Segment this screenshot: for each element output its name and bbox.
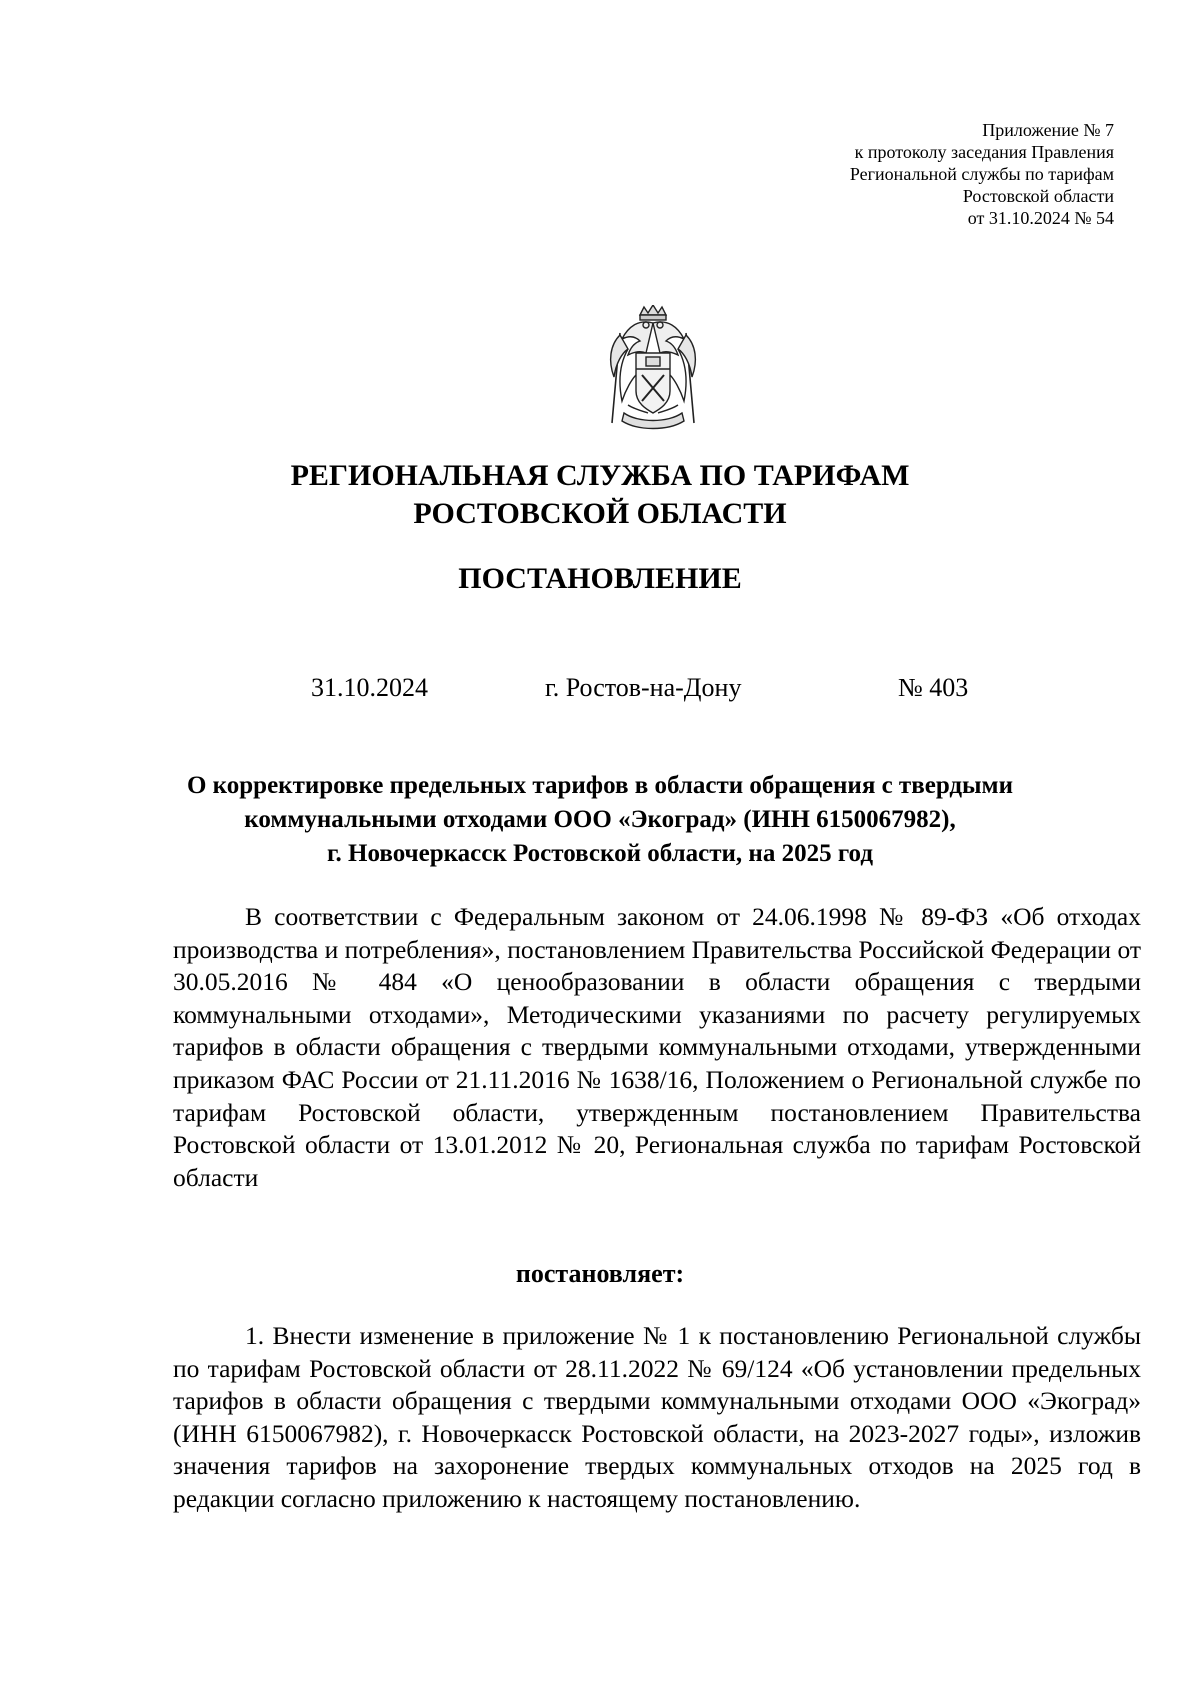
organization-title bbox=[0, 457, 1200, 533]
subject-line2: коммунальными отходами ООО «Экоград» (ИНН 6150067982), bbox=[244, 806, 956, 833]
document-number: № 403 bbox=[898, 673, 969, 702]
appendix-line: Региональной службы по тарифам bbox=[849, 164, 1114, 184]
organization-title-line1: РЕГИОНАЛЬНАЯ СЛУЖБА ПО ТАРИФАМ bbox=[290, 459, 910, 492]
document-city: г. Ростов-на-Дону bbox=[545, 673, 742, 702]
document-type: ПОСТАНОВЛЕНИЕ bbox=[458, 562, 742, 595]
document-date: 31.10.2024 bbox=[311, 673, 428, 702]
appendix-line: Ростовской области bbox=[962, 186, 1114, 206]
document-subject bbox=[150, 769, 1050, 871]
appendix-line: Приложение № 7 bbox=[982, 120, 1114, 140]
preamble-paragraph: В соответствии с Федеральным законом от 24.06.1998 № 89-ФЗ «Об отходах производства и потребления», постановлением Правительства Российской Федерации от 30.05.2016 № 484 «О ценообразовании в области обращения с твердыми коммунальными отходами», Методическими указаниями по расчету регулируемых тарифов в области обращения с твердыми коммунальными отходами, утвержденными приказом ФАС России от 21.11.2016 № 1638/16, Положением о Региональной службе по тарифам Ростовской области, утвержденным постановлением Правительства Ростовской области от 13.01.2012 № 20, Региональная служба по тарифам Ростовской области bbox=[173, 902, 1141, 1192]
subject-line1: О корректировке предельных тарифов в области обращения с твердыми bbox=[186, 772, 1013, 799]
appendix-line: к протоколу заседания Правления bbox=[854, 142, 1114, 162]
resolves-heading: постановляет: bbox=[515, 1259, 685, 1288]
subject-line3: г. Новочеркасск Ростовской области, на 2025 год bbox=[327, 840, 873, 867]
organization-title-line2: РОСТОВСКОЙ ОБЛАСТИ bbox=[413, 497, 787, 530]
appendix-note bbox=[694, 119, 1114, 229]
coat-of-arms-icon bbox=[598, 305, 708, 433]
resolution-item-1: 1. Внести изменение в приложение № 1 к постановлению Региональной службы по тарифам Ростовской области от 28.11.2022 № 69/124 «Об установлении предельных тарифов в области обращения с твердыми коммунальными отходами ООО «Экоград» (ИНН 6150067982), г. Новочеркасск Ростовской области, на 2023-2027 годы», изложив значения тарифов на захоронение твердых коммунальных отходов на 2025 год в редакции согласно приложению к настоящему постановлению. bbox=[173, 1321, 1141, 1513]
appendix-line: от 31.10.2024 № 54 bbox=[967, 208, 1114, 228]
